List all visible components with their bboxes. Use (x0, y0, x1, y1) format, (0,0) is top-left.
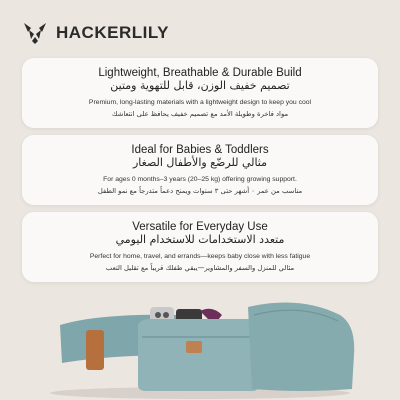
card-title-ar: متعدد الاستخدامات للاستخدام اليومي (115, 233, 285, 246)
card-title-en: Ideal for Babies & Toddlers (131, 144, 269, 156)
leather-tab (86, 330, 104, 370)
brand-header (22, 18, 169, 48)
hip-seat-carrier-image (0, 285, 400, 400)
card-desc-en: For ages 0 months–3 years (20–25 kg) offering growing support. (103, 176, 297, 183)
card-title-ar: مثالي للرضّع والأطفال الصغار (132, 156, 268, 169)
card-desc-ar: مناسب من عمر ٠ أشهر حتى ٣ سنوات ويمنح دعماً متدرجاً مع نمو الطفل (97, 187, 303, 195)
card-desc-ar: مثالي للمنزل والسفر والمشاوير—يبقي طفلك قريباً مع تقليل التعب (105, 264, 295, 272)
card-desc-en: Premium, long-lasting materials with a lightweight design to keep you cool (88, 99, 312, 106)
phone-camera (155, 312, 161, 318)
brand-name: HACKERLILY (56, 23, 169, 42)
card-title-en: Lightweight, Breathable & Durable Build (98, 67, 302, 79)
fox-face-icon (22, 20, 48, 46)
main-pouch (138, 319, 258, 391)
feature-card-lightweight (22, 58, 378, 128)
card-desc-en: Perfect for home, travel, and errands—keeps baby close with less fatigue (89, 253, 311, 260)
card-desc-ar: مواد فاخرة وطويلة الأمد مع تصميم خفيف يحافظ على انتعاشك (111, 110, 289, 118)
card-title-ar: تصميم خفيف الوزن، قابل للتهوية ومتين (110, 79, 290, 92)
card-title-en: Versatile for Everyday Use (132, 221, 268, 233)
feature-card-babies (22, 135, 378, 205)
brand-label (186, 341, 202, 353)
hip-seat (248, 303, 354, 392)
feature-card-versatile (22, 212, 378, 282)
